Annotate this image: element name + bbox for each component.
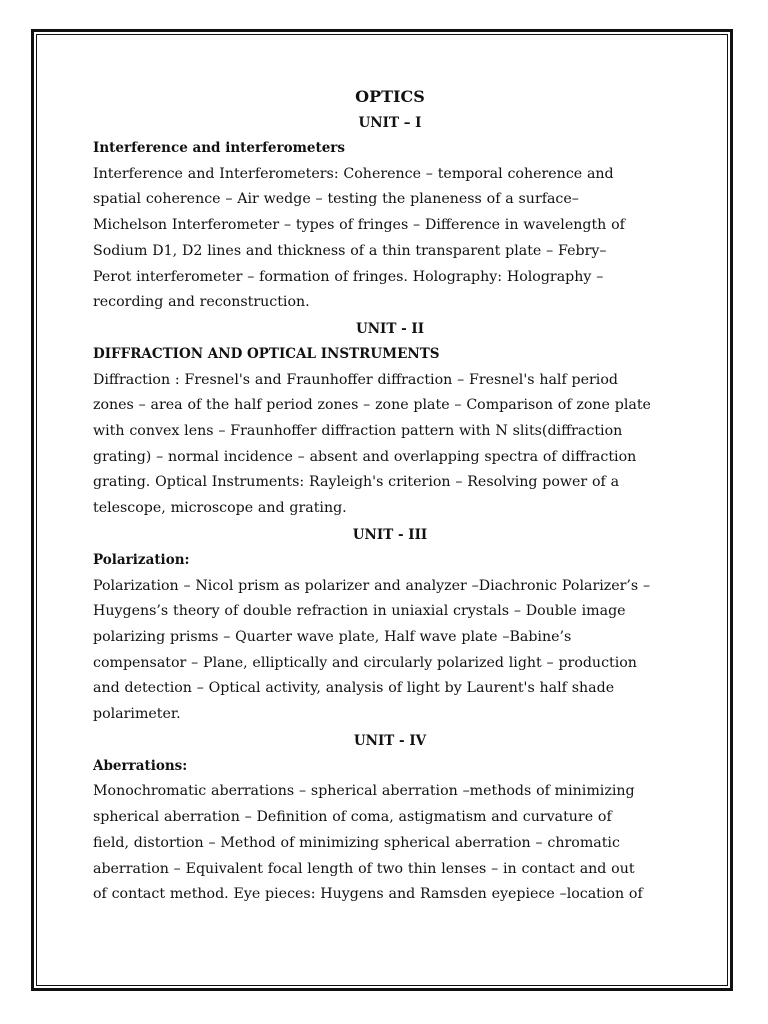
unit-title: UNIT - III	[352, 526, 428, 543]
section-body	[93, 779, 673, 908]
body-line: with convex lens – Fraunhoffer diffraction pattern with N slits(diffraction	[93, 423, 623, 440]
body-line: Sodium D1, D2 lines and thickness of a thin transparent plate – Febry–	[93, 242, 607, 259]
body-line: Michelson Interferometer – types of fringes – Difference in wavelength of	[93, 217, 625, 234]
unit-title: UNIT - IV	[353, 732, 427, 749]
body-line: polarizing prisms – Quarter wave plate, Half wave plate –Babine’s	[93, 628, 572, 645]
body-line: compensator – Plane, elliptically and circularly polarized light – production	[93, 654, 637, 671]
body-line: Perot interferometer – formation of fringes. Holography: Holography –	[93, 268, 604, 285]
section-heading: Aberrations:	[93, 757, 188, 774]
body-line: and detection – Optical activity, analysis of light by Laurent's half shade	[93, 680, 615, 697]
body-line: Diffraction : Fresnel's and Fraunhoffer diffraction – Fresnel's half period	[93, 371, 618, 388]
section-body	[93, 574, 673, 728]
body-line: grating) – normal incidence – absent and overlapping spectra of diffraction	[93, 448, 637, 465]
body-line: of contact method. Eye pieces: Huygens and Ramsden eyepiece –location of	[93, 886, 643, 903]
document-title: OPTICS	[355, 87, 425, 106]
unit-section	[93, 728, 673, 908]
document-content	[93, 84, 673, 908]
unit-section	[93, 522, 673, 728]
body-line: telescope, microscope and grating.	[93, 500, 347, 517]
body-line: polarimeter.	[93, 706, 181, 723]
body-line: Huygens’s theory of double refraction in uniaxial crystals – Double image	[93, 603, 626, 620]
unit-section	[93, 110, 673, 316]
body-line: spatial coherence – Air wedge – testing the planeness of a surface–	[93, 191, 579, 208]
unit-title: UNIT - II	[355, 320, 425, 337]
body-line: Polarization – Nicol prism as polarizer and analyzer –Diachronic Polarizer’s –	[93, 577, 651, 594]
body-line: field, distortion – Method of minimizing spherical aberration – chromatic	[93, 834, 620, 851]
body-line: Monochromatic aberrations – spherical aberration –methods of minimizing	[93, 783, 635, 800]
body-line: spherical aberration – Definition of coma, astigmatism and curvature of	[93, 809, 612, 826]
section-body	[93, 162, 673, 316]
body-line: zones – area of the half period zones – zone plate – Comparison of zone plate	[93, 397, 651, 414]
body-line: grating. Optical Instruments: Rayleigh's criterion – Resolving power of a	[93, 474, 620, 491]
section-heading: Polarization:	[93, 551, 190, 568]
body-line: Interference and Interferometers: Coherence – temporal coherence and	[93, 165, 614, 182]
body-line: recording and reconstruction.	[93, 294, 310, 311]
unit-section	[93, 316, 673, 522]
section-heading: Interference and interferometers	[93, 140, 345, 156]
section-body	[93, 368, 673, 522]
section-heading: DIFFRACTION AND OPTICAL INSTRUMENTS	[93, 345, 440, 362]
body-line: aberration – Equivalent focal length of two thin lenses – in contact and out	[93, 860, 635, 877]
unit-title: UNIT – I	[358, 115, 422, 131]
